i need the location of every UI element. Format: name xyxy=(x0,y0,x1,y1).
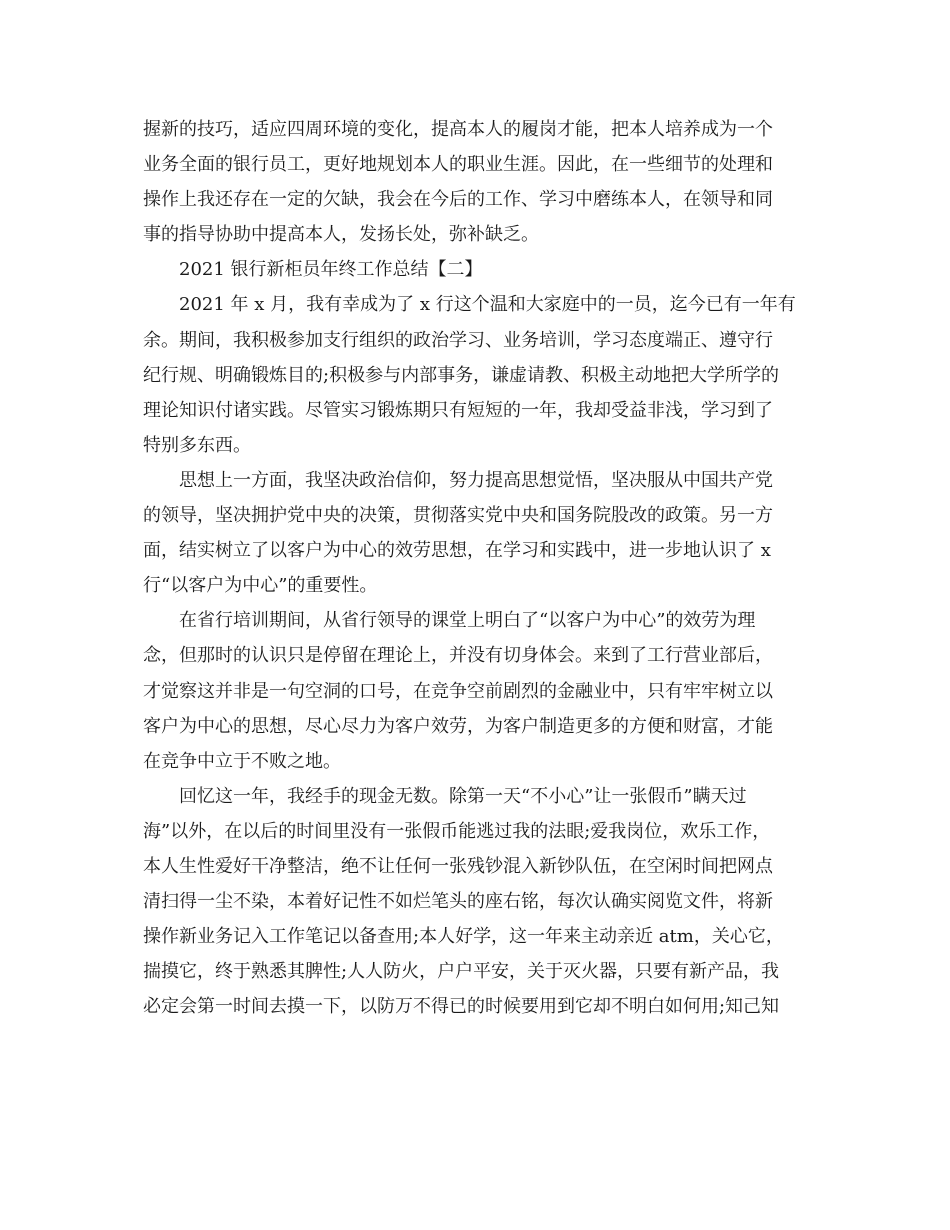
text-line: 清扫得一尘不染，本着好记性不如烂笔头的座右铭，每次认确实阅览文件，将新 xyxy=(143,891,773,913)
text-line: 念，但那时的认识只是停留在理论上，并没有切身体会。来到了工行营业部后， xyxy=(143,645,773,667)
text-line: 握新的技巧，适应四周环境的变化，提高本人的履岗才能，把本人培养成为一个 xyxy=(143,119,773,140)
text-line: 回忆这一年，我经手的现金无数。除第一天“不小心”让一张假币”瞒天过 xyxy=(179,785,747,807)
text-line: 2021 银行新柜员年终工作总结【二】 xyxy=(179,259,483,281)
text-line: 业务全面的银行员工，更好地规划本人的职业生涯。因此，在一些细节的处理和 xyxy=(143,154,773,176)
text-line: 在竞争中立于不败之地。 xyxy=(143,750,341,772)
text-line: 操作上我还存在一定的欠缺，我会在今后的工作、学习中磨练本人，在领导和同 xyxy=(143,189,773,211)
text-line: 在省行培训期间，从省行领导的课堂上明白了“以客户为中心”的效劳为理 xyxy=(179,610,756,632)
text-line: 客户为中心的思想，尽心尽力为客户效劳，为客户制造更多的方便和财富，才能 xyxy=(143,715,773,737)
document-body xyxy=(143,112,813,1024)
text-line: 思想上一方面，我坚决政治信仰，努力提高思想觉悟，坚决服从中国共产党 xyxy=(179,469,773,491)
text-line: 本人生性爱好干净整洁，绝不让任何一张残钞混入新钞队伍，在空闲时间把网点 xyxy=(143,855,773,877)
text-line: 面，结实树立了以客户为中心的效劳思想，在学习和实践中，进一步地认识了 x xyxy=(143,540,771,562)
text-line: 揣摸它，终于熟悉其脾性;人人防火，户户平安，关于灭火器，只要有新产品，我 xyxy=(143,961,780,983)
text-line: 余。期间，我积极参加支行组织的政治学习、业务培训，学习态度端正、遵守行 xyxy=(143,329,773,351)
text-line: 2021 年 x 月，我有幸成为了 x 行这个温和大家庭中的一员，迄今已有一年有 xyxy=(179,294,796,316)
text-line: 操作新业务记入工作笔记以备查用;本人好学，这一年来主动亲近 atm，关心它， xyxy=(143,926,784,948)
text-line: 必定会第一时间去摸一下，以防万不得已的时候要用到它却不明白如何用;知己知 xyxy=(143,996,780,1018)
text-line: 特别多东西。 xyxy=(143,434,251,456)
text-line: 理论知识付诸实践。尽管实习锻炼期只有短短的一年，我却受益非浅，学习到了 xyxy=(143,399,773,421)
text-line: 的领导，坚决拥护党中央的决策，贯彻落实党中央和国务院股改的政策。另一方 xyxy=(143,505,773,527)
text-line: 纪行规、明确锻炼目的;积极参与内部事务，谦虚请教、积极主动地把大学所学的 xyxy=(143,364,780,386)
text-line: 行“以客户为中心”的重要性。 xyxy=(143,575,378,597)
text-line: 海”以外，在以后的时间里没有一张假币能逃过我的法眼;爱我岗位，欢乐工作， xyxy=(143,820,771,842)
text-line: 才觉察这并非是一句空洞的口号，在竞争空前剧烈的金融业中，只有牢牢树立以 xyxy=(143,680,773,702)
text-line: 事的指导协助中提高本人，发扬长处，弥补缺乏。 xyxy=(143,224,539,246)
